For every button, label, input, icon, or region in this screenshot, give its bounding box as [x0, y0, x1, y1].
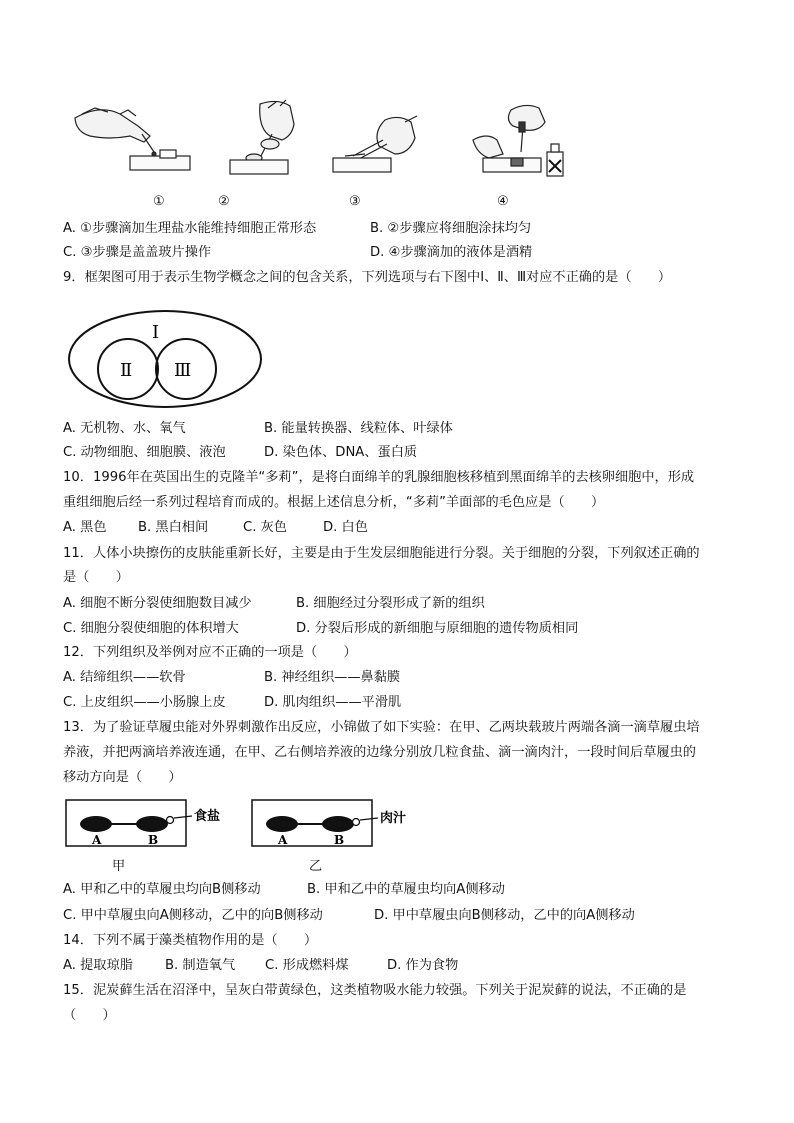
- q13-experiment-yi: [250, 798, 420, 858]
- venn-label-left: Ⅱ: [120, 360, 133, 381]
- q9-option-a: A. 无机物、水、氧气: [63, 421, 186, 436]
- jia-label-b: B: [148, 833, 159, 847]
- q13-stem-line2: 养液，并把两滴培养液连通，在甲、乙右侧培养液的边缘分别放几粒食盐、滴一滴肉汁，一段时间后草履虫的: [63, 745, 696, 760]
- q11-option-a: A. 细胞不断分裂使细胞数目减少: [63, 596, 252, 611]
- yi-label-a: A: [278, 833, 288, 847]
- q12-option-a: A. 结缔组织——软骨: [63, 670, 186, 685]
- q9-venn-diagram: [66, 308, 266, 410]
- q9-option-c: C. 动物细胞、细胞膜、液泡: [63, 445, 226, 460]
- step2-illustration: [230, 100, 294, 174]
- q13-option-b: B. 甲和乙中的草履虫均向A侧移动: [307, 882, 505, 897]
- q13-stem-line1: 13．为了验证草履虫能对外界刺激作出反应，小锦做了如下实验：在甲、乙两块载玻片两端各滴一滴草履虫培: [63, 720, 700, 735]
- q10-option-d: D. 白色: [323, 520, 368, 535]
- q8-option-a: A. ①步骤滴加生理盐水能维持细胞正常形态: [63, 221, 317, 236]
- yi-label-b: B: [334, 833, 345, 847]
- step1-illustration: [75, 108, 190, 170]
- q14-option-c: C. 形成燃料煤: [265, 958, 349, 973]
- q8-option-c: C. ③步骤是盖盖玻片操作: [63, 245, 212, 260]
- q10-stem-line1: 10．1996年在英国出生的克隆羊“多莉”，是将白面绵羊的乳腺细胞核移植到黑面绵羊的去核卵细胞中，形成: [63, 470, 695, 485]
- q14-option-a: A. 提取琼脂: [63, 958, 133, 973]
- q10-option-b: B. 黑白相间: [138, 520, 209, 535]
- q11-option-c: C. 细胞分裂使细胞的体积增大: [63, 621, 239, 636]
- q13-caption-jia: 甲: [112, 859, 126, 874]
- step-number-2: ②: [218, 194, 230, 209]
- q13-stem-line3: 移动方向是（ ）: [63, 770, 182, 785]
- q10-stem-line2: 重组细胞后经一系列过程培育而成的。根据上述信息分析，“多莉”羊面部的毛色应是（ ）: [63, 495, 605, 510]
- q11-stem-line2: 是（ ）: [63, 570, 129, 585]
- jia-tag-salt: 食盐: [194, 809, 221, 824]
- q10-option-c: C. 灰色: [243, 520, 287, 535]
- q8-step-illustrations: [60, 96, 570, 196]
- step-number-3: ③: [349, 194, 361, 209]
- jia-label-a: A: [92, 833, 102, 847]
- q13-option-a: A. 甲和乙中的草履虫均向B侧移动: [63, 882, 261, 897]
- q9-option-b: B. 能量转换器、线粒体、叶绿体: [264, 421, 453, 436]
- q12-option-c: C. 上皮组织——小肠腺上皮: [63, 695, 226, 710]
- q10-option-a: A. 黑色: [63, 520, 107, 535]
- q8-option-b: B. ②步骤应将细胞涂抹均匀: [370, 221, 532, 236]
- q14-option-d: D. 作为食物: [387, 958, 459, 973]
- q12-option-d: D. 肌肉组织——平滑肌: [264, 695, 402, 710]
- q11-option-d: D. 分裂后形成的新细胞与原细胞的遗传物质相同: [296, 621, 579, 636]
- q11-option-b: B. 细胞经过分裂形成了新的组织: [296, 596, 485, 611]
- q9-stem: 9．框架图可用于表示生物学概念之间的包含关系，下列选项与右下图中Ⅰ、Ⅱ、Ⅲ对应不正确的是（ ）: [63, 270, 672, 285]
- q9-option-d: D. 染色体、DNA、蛋白质: [264, 445, 418, 460]
- step3-illustration: [333, 116, 417, 172]
- venn-label-right: Ⅲ: [174, 360, 192, 381]
- q13-caption-yi: 乙: [309, 859, 323, 874]
- q15-stem-line1: 15．泥炭藓生活在沼泽中，呈灰白带黄绿色，这类植物吸水能力较强。下列关于泥炭藓的说法，不正确的是: [63, 983, 687, 998]
- q15-stem-line2: （ ）: [63, 1008, 116, 1023]
- step-number-4: ④: [497, 194, 509, 209]
- yi-tag-juice: 肉汁: [380, 811, 407, 826]
- q13-option-c: C. 甲中草履虫向A侧移动，乙中的向B侧移动: [63, 908, 323, 923]
- q13-option-d: D. 甲中草履虫向B侧移动，乙中的向A侧移动: [374, 908, 635, 923]
- q14-option-b: B. 制造氧气: [165, 958, 236, 973]
- q12-stem: 12．下列组织及举例对应不正确的一项是（ ）: [63, 645, 357, 660]
- venn-label-outer: Ⅰ: [152, 322, 160, 343]
- step-number-1: ①: [153, 194, 165, 209]
- q14-stem: 14．下列不属于藻类植物作用的是（ ）: [63, 933, 318, 948]
- q12-option-b: B. 神经组织——鼻黏膜: [264, 670, 401, 685]
- q8-option-d: D. ④步骤滴加的液体是酒精: [370, 245, 533, 260]
- q13-experiment-jia: [64, 798, 234, 858]
- q11-stem-line1: 11．人体小块擦伤的皮肤能重新长好，主要是由于生发层细胞能进行分裂。关于细胞的分裂，下列叙述正确的: [63, 546, 700, 561]
- step4-illustration: [473, 105, 563, 176]
